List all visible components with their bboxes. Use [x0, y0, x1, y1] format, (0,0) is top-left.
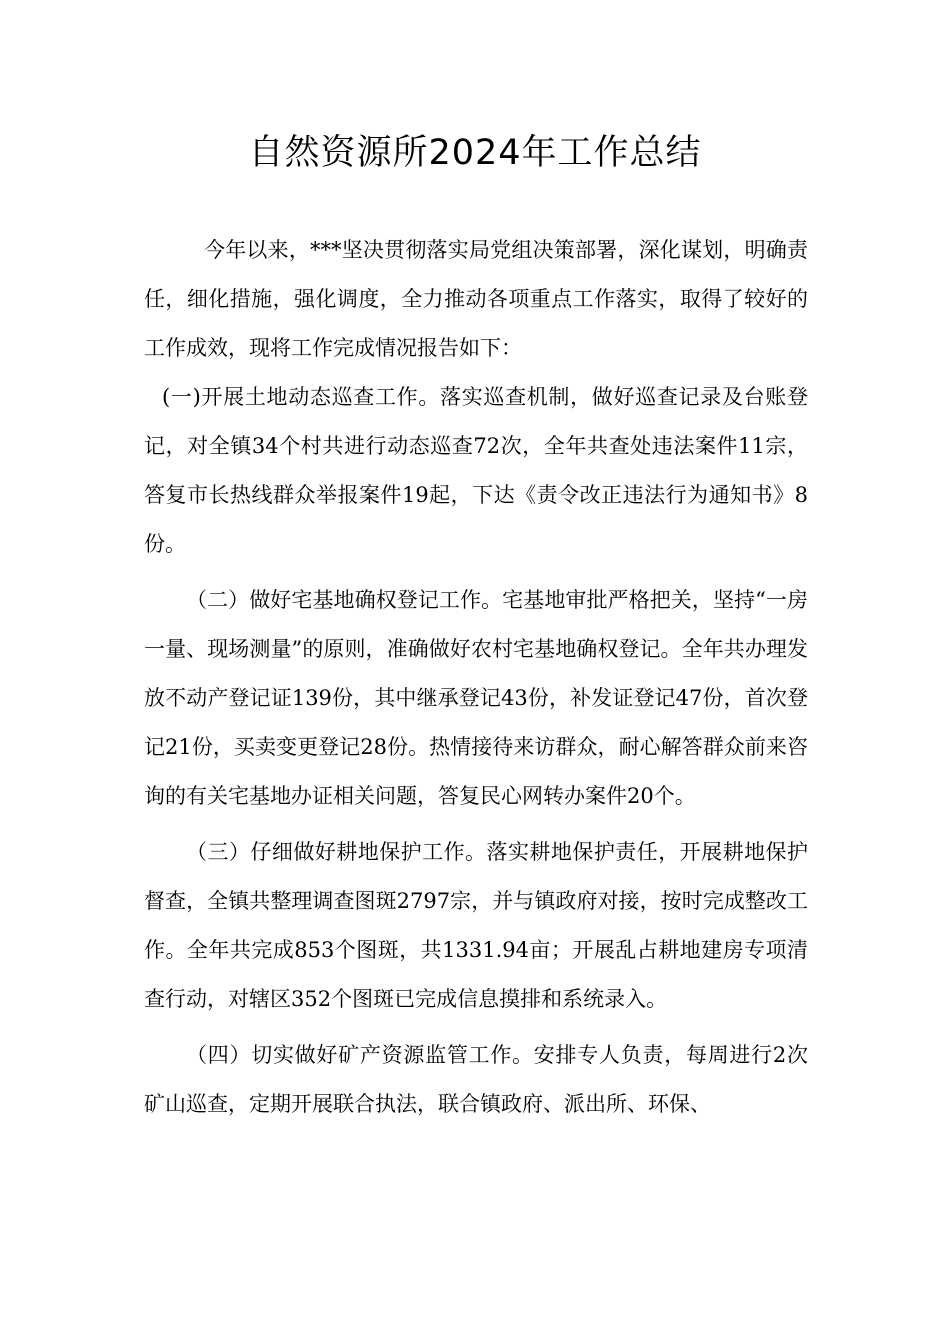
section-1-paragraph: (一)开展土地动态巡查工作。落实巡查机制，做好巡查记录及台账登记，对全镇34个村共进行动态巡查72次，全年共查处违法案件11宗，答复市长热线群众举报案件19起，下达《责令改正违法行为通知书》8份。: [144, 385, 808, 556]
section-2-paragraph: （二）做好宅基地确权登记工作。宅基地审批严格把关，坚持“一房一量、现场测量”的原则，准确做好农村宅基地确权登记。全年共办理发放不动产登记证139份，其中继承登记43份，补发证登记47份，首次登记21份，买卖变更登记28份。热情接待来访群众，耐心解答群众前来咨询的有关宅基地办证相关问题，答复民心网转办案件20个。: [144, 588, 808, 808]
intro-paragraph: 今年以来，***坚决贯彻落实局党组决策部署，深化谋划，明确责任，细化措施，强化调度，全力推动各项重点工作落实，取得了较好的工作成效，现将工作完成情况报告如下：: [144, 238, 808, 360]
section-3-paragraph: （三）仔细做好耕地保护工作。落实耕地保护责任，开展耕地保护督查，全镇共整理调查图斑2797宗，并与镇政府对接，按时完成整改工作。全年共完成853个图斑，共1331.94亩；开展乱占耕地建房专项清查行动，对辖区352个图斑已完成信息摸排和系统录入。: [144, 840, 808, 1011]
document-body: [144, 226, 808, 1129]
section-4-paragraph: （四）切实做好矿产资源监管工作。安排专人负责，每周进行2次矿山巡查，定期开展联合执法，联合镇政府、派出所、环保、: [144, 1043, 808, 1116]
document-title: 自然资源所2024年工作总结: [248, 133, 702, 173]
